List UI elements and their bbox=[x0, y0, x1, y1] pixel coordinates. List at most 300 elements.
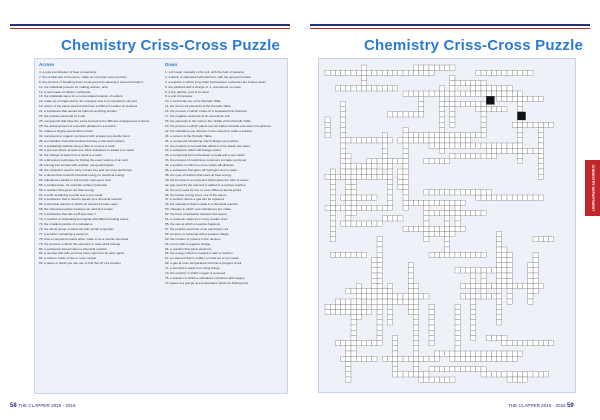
grid-cell[interactable] bbox=[445, 377, 450, 382]
grid-cell[interactable] bbox=[372, 159, 377, 164]
grid-cell[interactable] bbox=[429, 377, 434, 382]
grid-cell[interactable] bbox=[507, 299, 512, 304]
grid-cell[interactable] bbox=[507, 263, 512, 268]
grid-cell[interactable] bbox=[538, 153, 543, 158]
grid-cell[interactable] bbox=[341, 309, 346, 314]
grid-cell[interactable] bbox=[450, 226, 455, 231]
grid-cell[interactable] bbox=[346, 190, 351, 195]
grid-cell[interactable] bbox=[377, 283, 382, 288]
grid-cell[interactable] bbox=[543, 372, 548, 377]
grid-cell[interactable] bbox=[341, 299, 346, 304]
grid-cell[interactable] bbox=[434, 190, 439, 195]
grid-cell[interactable] bbox=[413, 346, 418, 351]
grid-cell[interactable] bbox=[419, 107, 424, 112]
grid-cell[interactable] bbox=[424, 70, 429, 75]
grid-cell[interactable] bbox=[382, 138, 387, 143]
grid-cell[interactable] bbox=[377, 341, 382, 346]
grid-cell[interactable] bbox=[367, 159, 372, 164]
grid-cell[interactable] bbox=[543, 341, 548, 346]
grid-cell[interactable] bbox=[481, 351, 486, 356]
grid-cell[interactable] bbox=[408, 268, 413, 273]
grid-cell[interactable] bbox=[538, 341, 543, 346]
grid-cell[interactable] bbox=[377, 309, 382, 314]
grid-cell[interactable] bbox=[403, 133, 408, 138]
grid-cell[interactable] bbox=[367, 70, 372, 75]
grid-cell[interactable] bbox=[481, 283, 486, 288]
grid-cell[interactable] bbox=[330, 211, 335, 216]
grid-cell[interactable] bbox=[517, 91, 522, 96]
grid-cell[interactable] bbox=[351, 330, 356, 335]
grid-cell[interactable] bbox=[512, 372, 517, 377]
grid-cell[interactable] bbox=[471, 289, 476, 294]
grid-cell[interactable] bbox=[346, 86, 351, 91]
grid-cell[interactable] bbox=[445, 159, 450, 164]
grid-cell[interactable] bbox=[361, 195, 366, 200]
grid-cell[interactable] bbox=[335, 252, 340, 257]
grid-cell[interactable] bbox=[471, 356, 476, 361]
grid-cell[interactable] bbox=[528, 263, 533, 268]
grid-cell[interactable] bbox=[372, 169, 377, 174]
grid-cell[interactable] bbox=[497, 335, 502, 340]
grid-cell[interactable] bbox=[413, 320, 418, 325]
grid-cell[interactable] bbox=[387, 205, 392, 210]
grid-cell[interactable] bbox=[356, 294, 361, 299]
grid-cell[interactable] bbox=[413, 91, 418, 96]
grid-cell[interactable] bbox=[351, 299, 356, 304]
grid-cell[interactable] bbox=[491, 70, 496, 75]
grid-cell[interactable] bbox=[367, 138, 372, 143]
grid-cell[interactable] bbox=[523, 70, 528, 75]
grid-cell[interactable] bbox=[502, 341, 507, 346]
grid-cell[interactable] bbox=[387, 283, 392, 288]
grid-cell[interactable] bbox=[413, 138, 418, 143]
grid-cell[interactable] bbox=[512, 351, 517, 356]
grid-cell[interactable] bbox=[419, 294, 424, 299]
grid-cell[interactable] bbox=[450, 133, 455, 138]
grid-cell[interactable] bbox=[507, 143, 512, 148]
grid-cell[interactable] bbox=[471, 335, 476, 340]
grid-cell[interactable] bbox=[455, 226, 460, 231]
grid-cell[interactable] bbox=[481, 273, 486, 278]
grid-cell[interactable] bbox=[346, 361, 351, 366]
grid-cell[interactable] bbox=[346, 211, 351, 216]
grid-cell[interactable] bbox=[372, 195, 377, 200]
grid-cell[interactable] bbox=[372, 138, 377, 143]
grid-cell[interactable] bbox=[460, 294, 465, 299]
grid-cell[interactable] bbox=[497, 70, 502, 75]
grid-cell[interactable] bbox=[419, 101, 424, 106]
grid-cell[interactable] bbox=[382, 86, 387, 91]
grid-cell[interactable] bbox=[445, 237, 450, 242]
grid-cell[interactable] bbox=[439, 122, 444, 127]
grid-cell[interactable] bbox=[491, 195, 496, 200]
grid-cell[interactable] bbox=[439, 377, 444, 382]
grid-cell[interactable] bbox=[512, 122, 517, 127]
grid-cell[interactable] bbox=[486, 86, 491, 91]
grid-cell[interactable] bbox=[387, 86, 392, 91]
grid-cell[interactable] bbox=[424, 372, 429, 377]
grid-cell[interactable] bbox=[465, 283, 470, 288]
grid-cell[interactable] bbox=[413, 65, 418, 70]
grid-cell[interactable] bbox=[476, 107, 481, 112]
grid-cell[interactable] bbox=[497, 237, 502, 242]
grid-cell[interactable] bbox=[341, 107, 346, 112]
grid-cell[interactable] bbox=[393, 112, 398, 117]
grid-cell[interactable] bbox=[382, 299, 387, 304]
grid-cell[interactable] bbox=[413, 304, 418, 309]
grid-cell[interactable] bbox=[491, 283, 496, 288]
grid-cell[interactable] bbox=[382, 356, 387, 361]
grid-cell[interactable] bbox=[429, 70, 434, 75]
grid-cell[interactable] bbox=[460, 81, 465, 86]
grid-cell[interactable] bbox=[403, 91, 408, 96]
grid-cell[interactable] bbox=[533, 257, 538, 262]
grid-cell[interactable] bbox=[356, 299, 361, 304]
grid-cell[interactable] bbox=[486, 372, 491, 377]
grid-cell[interactable] bbox=[455, 221, 460, 226]
grid-cell[interactable] bbox=[450, 190, 455, 195]
grid-cell[interactable] bbox=[502, 351, 507, 356]
grid-cell[interactable] bbox=[330, 252, 335, 257]
grid-cell[interactable] bbox=[393, 351, 398, 356]
grid-cell[interactable] bbox=[439, 159, 444, 164]
grid-cell[interactable] bbox=[455, 200, 460, 205]
grid-cell[interactable] bbox=[424, 91, 429, 96]
grid-cell[interactable] bbox=[486, 91, 491, 96]
grid-cell[interactable] bbox=[502, 195, 507, 200]
grid-cell[interactable] bbox=[533, 263, 538, 268]
grid-cell[interactable] bbox=[434, 91, 439, 96]
grid-cell[interactable] bbox=[341, 221, 346, 226]
grid-cell[interactable] bbox=[476, 86, 481, 91]
grid-cell[interactable] bbox=[476, 268, 481, 273]
grid-cell[interactable] bbox=[471, 294, 476, 299]
grid-cell[interactable] bbox=[460, 101, 465, 106]
grid-cell[interactable] bbox=[491, 268, 496, 273]
grid-cell[interactable] bbox=[502, 96, 507, 101]
grid-cell[interactable] bbox=[361, 252, 366, 257]
grid-cell[interactable] bbox=[341, 169, 346, 174]
grid-cell[interactable] bbox=[471, 81, 476, 86]
grid-cell[interactable] bbox=[351, 315, 356, 320]
grid-cell[interactable] bbox=[403, 174, 408, 179]
grid-cell[interactable] bbox=[330, 169, 335, 174]
grid-cell[interactable] bbox=[517, 341, 522, 346]
grid-cell[interactable] bbox=[361, 356, 366, 361]
grid-cell[interactable] bbox=[497, 96, 502, 101]
grid-cell[interactable] bbox=[465, 211, 470, 216]
grid-cell[interactable] bbox=[372, 299, 377, 304]
grid-cell[interactable] bbox=[387, 304, 392, 309]
grid-cell[interactable] bbox=[439, 86, 444, 91]
grid-cell[interactable] bbox=[471, 211, 476, 216]
grid-cell[interactable] bbox=[330, 190, 335, 195]
grid-cell[interactable] bbox=[523, 283, 528, 288]
grid-cell[interactable] bbox=[341, 112, 346, 117]
grid-cell[interactable] bbox=[486, 148, 491, 153]
grid-cell[interactable] bbox=[528, 70, 533, 75]
grid-cell[interactable] bbox=[403, 299, 408, 304]
grid-cell[interactable] bbox=[450, 143, 455, 148]
grid-cell[interactable] bbox=[341, 159, 346, 164]
grid-cell[interactable] bbox=[325, 304, 330, 309]
grid-cell[interactable] bbox=[408, 372, 413, 377]
grid-cell[interactable] bbox=[445, 351, 450, 356]
grid-cell[interactable] bbox=[455, 341, 460, 346]
grid-cell[interactable] bbox=[497, 195, 502, 200]
grid-cell[interactable] bbox=[512, 356, 517, 361]
grid-cell[interactable] bbox=[502, 86, 507, 91]
grid-cell[interactable] bbox=[424, 226, 429, 231]
grid-cell[interactable] bbox=[543, 237, 548, 242]
grid-cell[interactable] bbox=[439, 231, 444, 236]
grid-cell[interactable] bbox=[351, 335, 356, 340]
grid-cell[interactable] bbox=[408, 138, 413, 143]
grid-cell[interactable] bbox=[481, 112, 486, 117]
grid-cell[interactable] bbox=[403, 179, 408, 184]
grid-cell[interactable] bbox=[465, 367, 470, 372]
grid-cell[interactable] bbox=[325, 133, 330, 138]
grid-cell[interactable] bbox=[361, 70, 366, 75]
grid-cell[interactable] bbox=[429, 91, 434, 96]
grid-cell[interactable] bbox=[455, 81, 460, 86]
grid-cell[interactable] bbox=[502, 356, 507, 361]
grid-cell[interactable] bbox=[507, 96, 512, 101]
grid-cell[interactable] bbox=[507, 278, 512, 283]
grid-cell[interactable] bbox=[413, 325, 418, 330]
grid-cell[interactable] bbox=[460, 356, 465, 361]
grid-cell[interactable] bbox=[341, 195, 346, 200]
grid-cell[interactable] bbox=[356, 174, 361, 179]
grid-cell[interactable] bbox=[361, 221, 366, 226]
grid-cell[interactable] bbox=[465, 133, 470, 138]
grid-cell[interactable] bbox=[408, 356, 413, 361]
grid-cell[interactable] bbox=[330, 185, 335, 190]
grid-cell[interactable] bbox=[367, 221, 372, 226]
grid-cell[interactable] bbox=[330, 237, 335, 242]
grid-cell[interactable] bbox=[445, 216, 450, 221]
grid-cell[interactable] bbox=[528, 273, 533, 278]
grid-cell[interactable] bbox=[517, 127, 522, 132]
grid-cell[interactable] bbox=[471, 325, 476, 330]
grid-cell[interactable] bbox=[367, 341, 372, 346]
grid-cell[interactable] bbox=[356, 304, 361, 309]
grid-cell[interactable] bbox=[512, 341, 517, 346]
grid-cell[interactable] bbox=[445, 91, 450, 96]
grid-cell[interactable] bbox=[471, 153, 476, 158]
grid-cell[interactable] bbox=[429, 200, 434, 205]
grid-cell[interactable] bbox=[408, 304, 413, 309]
grid-cell[interactable] bbox=[367, 299, 372, 304]
grid-cell[interactable] bbox=[325, 309, 330, 314]
grid-cell[interactable] bbox=[351, 252, 356, 257]
grid-cell[interactable] bbox=[346, 179, 351, 184]
grid-cell[interactable] bbox=[341, 304, 346, 309]
grid-cell[interactable] bbox=[361, 294, 366, 299]
grid-cell[interactable] bbox=[424, 377, 429, 382]
grid-cell[interactable] bbox=[455, 211, 460, 216]
grid-cell[interactable] bbox=[377, 289, 382, 294]
grid-cell[interactable] bbox=[455, 346, 460, 351]
grid-cell[interactable] bbox=[434, 133, 439, 138]
grid-cell[interactable] bbox=[507, 195, 512, 200]
grid-cell[interactable] bbox=[413, 367, 418, 372]
grid-cell[interactable] bbox=[387, 299, 392, 304]
grid-cell[interactable] bbox=[424, 237, 429, 242]
grid-cell[interactable] bbox=[356, 205, 361, 210]
grid-cell[interactable] bbox=[429, 335, 434, 340]
grid-cell[interactable] bbox=[465, 91, 470, 96]
grid-cell[interactable] bbox=[481, 278, 486, 283]
grid-cell[interactable] bbox=[419, 65, 424, 70]
grid-cell[interactable] bbox=[481, 127, 486, 132]
grid-cell[interactable] bbox=[361, 341, 366, 346]
grid-cell[interactable] bbox=[351, 309, 356, 314]
grid-cell[interactable] bbox=[398, 138, 403, 143]
grid-cell[interactable] bbox=[481, 367, 486, 372]
grid-cell[interactable] bbox=[465, 294, 470, 299]
grid-cell[interactable] bbox=[517, 153, 522, 158]
grid-cell[interactable] bbox=[367, 164, 372, 169]
grid-cell[interactable] bbox=[341, 122, 346, 127]
grid-cell[interactable] bbox=[445, 221, 450, 226]
grid-cell[interactable] bbox=[533, 273, 538, 278]
grid-cell[interactable] bbox=[538, 133, 543, 138]
grid-cell[interactable] bbox=[497, 148, 502, 153]
grid-cell[interactable] bbox=[367, 289, 372, 294]
grid-cell[interactable] bbox=[481, 70, 486, 75]
grid-cell[interactable] bbox=[419, 133, 424, 138]
grid-cell[interactable] bbox=[413, 341, 418, 346]
grid-cell[interactable] bbox=[346, 216, 351, 221]
grid-cell[interactable] bbox=[429, 325, 434, 330]
grid-cell[interactable] bbox=[507, 91, 512, 96]
grid-cell[interactable] bbox=[481, 117, 486, 122]
grid-cell[interactable] bbox=[455, 335, 460, 340]
grid-cell[interactable] bbox=[481, 372, 486, 377]
grid-cell[interactable] bbox=[346, 377, 351, 382]
grid-cell[interactable] bbox=[434, 377, 439, 382]
grid-cell[interactable] bbox=[393, 216, 398, 221]
grid-cell[interactable] bbox=[341, 70, 346, 75]
grid-cell[interactable] bbox=[377, 278, 382, 283]
grid-cell[interactable] bbox=[393, 159, 398, 164]
grid-cell[interactable] bbox=[517, 133, 522, 138]
grid-cell[interactable] bbox=[502, 278, 507, 283]
grid-cell[interactable] bbox=[471, 309, 476, 314]
grid-cell[interactable] bbox=[351, 304, 356, 309]
grid-cell[interactable] bbox=[330, 304, 335, 309]
grid-cell[interactable] bbox=[455, 216, 460, 221]
grid-cell[interactable] bbox=[476, 133, 481, 138]
grid-cell[interactable] bbox=[465, 143, 470, 148]
grid-cell[interactable] bbox=[476, 70, 481, 75]
grid-cell[interactable] bbox=[528, 195, 533, 200]
grid-cell[interactable] bbox=[351, 346, 356, 351]
grid-cell[interactable] bbox=[408, 200, 413, 205]
grid-cell[interactable] bbox=[434, 159, 439, 164]
grid-cell[interactable] bbox=[481, 289, 486, 294]
grid-cell[interactable] bbox=[346, 138, 351, 143]
grid-cell[interactable] bbox=[377, 221, 382, 226]
grid-cell[interactable] bbox=[387, 185, 392, 190]
grid-cell[interactable] bbox=[465, 138, 470, 143]
grid-cell[interactable] bbox=[341, 133, 346, 138]
grid-cell[interactable] bbox=[497, 351, 502, 356]
grid-cell[interactable] bbox=[429, 252, 434, 257]
grid-cell[interactable] bbox=[455, 304, 460, 309]
grid-cell[interactable] bbox=[325, 174, 330, 179]
grid-cell[interactable] bbox=[523, 372, 528, 377]
grid-cell[interactable] bbox=[413, 315, 418, 320]
grid-cell[interactable] bbox=[465, 81, 470, 86]
grid-cell[interactable] bbox=[335, 341, 340, 346]
grid-cell[interactable] bbox=[372, 273, 377, 278]
grid-cell[interactable] bbox=[497, 299, 502, 304]
grid-cell[interactable] bbox=[408, 133, 413, 138]
grid-cell[interactable] bbox=[382, 174, 387, 179]
grid-cell[interactable] bbox=[356, 195, 361, 200]
grid-cell[interactable] bbox=[471, 268, 476, 273]
grid-cell[interactable] bbox=[533, 341, 538, 346]
grid-cell[interactable] bbox=[497, 309, 502, 314]
grid-cell[interactable] bbox=[434, 351, 439, 356]
grid-cell[interactable] bbox=[387, 169, 392, 174]
grid-cell[interactable] bbox=[491, 107, 496, 112]
grid-cell[interactable] bbox=[497, 86, 502, 91]
grid-cell[interactable] bbox=[502, 257, 507, 262]
grid-cell[interactable] bbox=[387, 138, 392, 143]
grid-cell[interactable] bbox=[491, 372, 496, 377]
grid-cell[interactable] bbox=[491, 86, 496, 91]
grid-cell[interactable] bbox=[445, 133, 450, 138]
grid-cell[interactable] bbox=[377, 205, 382, 210]
grid-cell[interactable] bbox=[372, 164, 377, 169]
grid-cell[interactable] bbox=[367, 174, 372, 179]
grid-cell[interactable] bbox=[372, 278, 377, 283]
grid-cell[interactable] bbox=[341, 143, 346, 148]
grid-cell[interactable] bbox=[387, 159, 392, 164]
grid-cell[interactable] bbox=[455, 367, 460, 372]
grid-cell[interactable] bbox=[424, 190, 429, 195]
grid-cell[interactable] bbox=[517, 148, 522, 153]
grid-cell[interactable] bbox=[471, 252, 476, 257]
grid-cell[interactable] bbox=[413, 330, 418, 335]
grid-cell[interactable] bbox=[434, 252, 439, 257]
grid-cell[interactable] bbox=[361, 289, 366, 294]
grid-cell[interactable] bbox=[403, 164, 408, 169]
grid-cell[interactable] bbox=[403, 294, 408, 299]
grid-cell[interactable] bbox=[382, 143, 387, 148]
grid-cell[interactable] bbox=[434, 138, 439, 143]
grid-cell[interactable] bbox=[382, 153, 387, 158]
grid-cell[interactable] bbox=[393, 356, 398, 361]
grid-cell[interactable] bbox=[502, 70, 507, 75]
grid-cell[interactable] bbox=[330, 195, 335, 200]
grid-cell[interactable] bbox=[460, 200, 465, 205]
grid-cell[interactable] bbox=[398, 159, 403, 164]
grid-cell[interactable] bbox=[465, 101, 470, 106]
grid-cell[interactable] bbox=[517, 283, 522, 288]
grid-cell[interactable] bbox=[502, 143, 507, 148]
grid-cell[interactable] bbox=[367, 169, 372, 174]
grid-cell[interactable] bbox=[372, 86, 377, 91]
grid-cell[interactable] bbox=[393, 372, 398, 377]
grid-cell[interactable] bbox=[387, 179, 392, 184]
grid-cell[interactable] bbox=[517, 70, 522, 75]
grid-cell[interactable] bbox=[335, 86, 340, 91]
grid-cell[interactable] bbox=[533, 237, 538, 242]
